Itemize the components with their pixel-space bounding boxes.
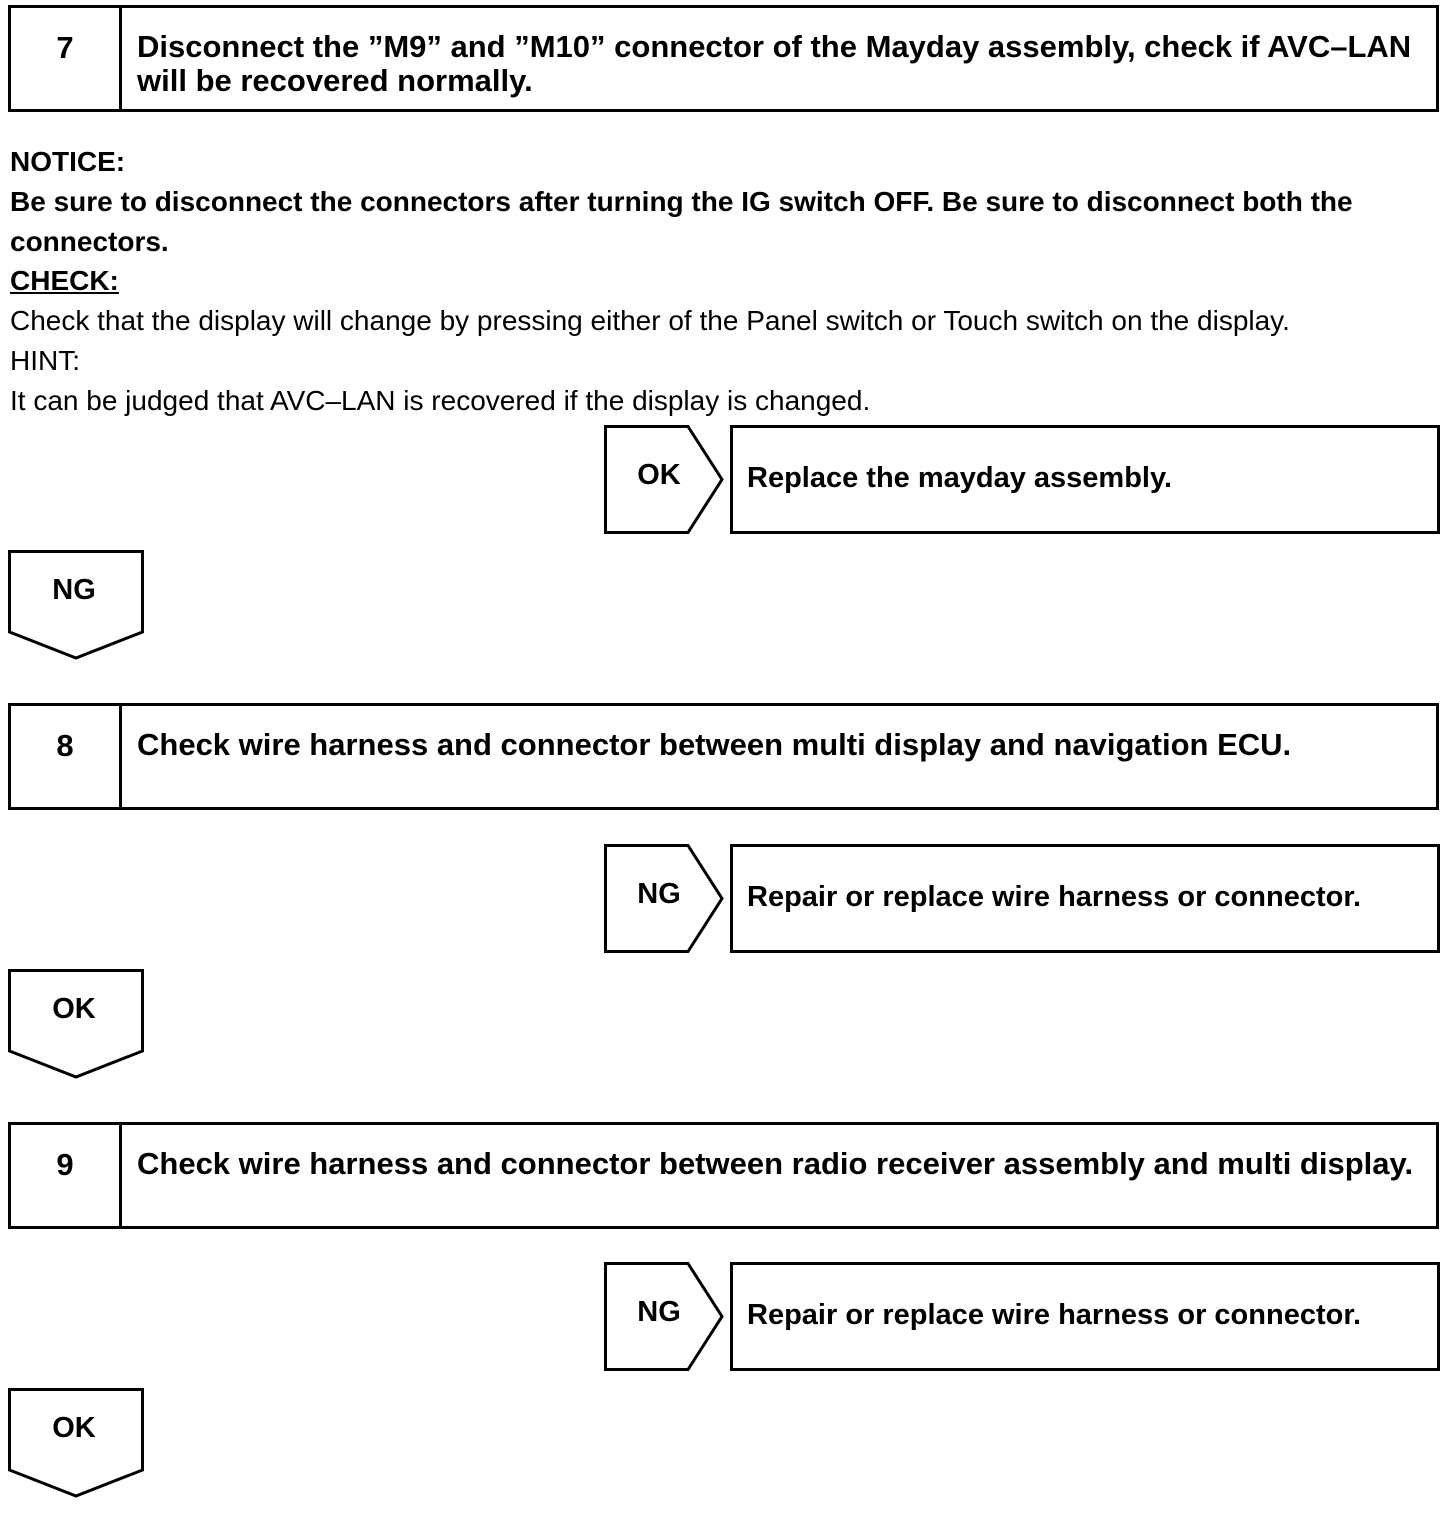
down-tag-label: NG	[52, 574, 96, 606]
down-tag-label: OK	[52, 993, 96, 1025]
notice-text-line1: Be sure to disconnect the connectors after turning the IG switch OFF. Be sure to disconnect both the	[10, 186, 1353, 217]
check-label: CHECK:	[10, 265, 119, 296]
step-title: Check wire harness and connector between multi display and navigation ECU.	[137, 727, 1292, 762]
step-title: Check wire harness and connector between radio receiver assembly and multi display.	[137, 1146, 1414, 1181]
notice-text-line2: connectors.	[10, 226, 169, 257]
step-7-box	[8, 5, 1439, 112]
result-text: Repair or replace wire harness or connector.	[747, 881, 1362, 913]
result-text: Repair or replace wire harness or connector.	[747, 1299, 1362, 1331]
down-tag-label: OK	[52, 1412, 96, 1444]
result-tag-label: NG	[637, 1296, 681, 1328]
down-tag-ng	[8, 550, 144, 660]
result-tag-ng	[604, 844, 726, 953]
result-tag-ng	[604, 1262, 726, 1371]
step-number: 8	[11, 706, 122, 807]
result-tag-ok	[604, 425, 726, 534]
result-tag-label: OK	[637, 459, 681, 491]
check-text: Check that the display will change by pressing either of the Panel switch or Touch switch on the display.	[10, 305, 1290, 336]
down-tag-ok	[8, 969, 144, 1079]
step-8-box	[8, 703, 1439, 810]
hint-label: HINT:	[10, 345, 80, 376]
result-text: Replace the mayday assembly.	[747, 462, 1173, 494]
result-box	[730, 1262, 1440, 1371]
down-tag-ok	[8, 1388, 144, 1498]
step-9-box	[8, 1122, 1439, 1229]
step-title: Disconnect the ”M9” and ”M10” connector of the Mayday assembly, check if AVC–LAN will be recovered normally.	[137, 29, 1412, 98]
result-box	[730, 844, 1440, 953]
step-number: 7	[11, 8, 122, 109]
hint-text: It can be judged that AVC–LAN is recovered if the display is changed.	[10, 385, 871, 416]
notice-label: NOTICE:	[10, 146, 126, 177]
step-number: 9	[11, 1125, 122, 1226]
result-box	[730, 425, 1440, 534]
result-tag-label: NG	[637, 878, 681, 910]
